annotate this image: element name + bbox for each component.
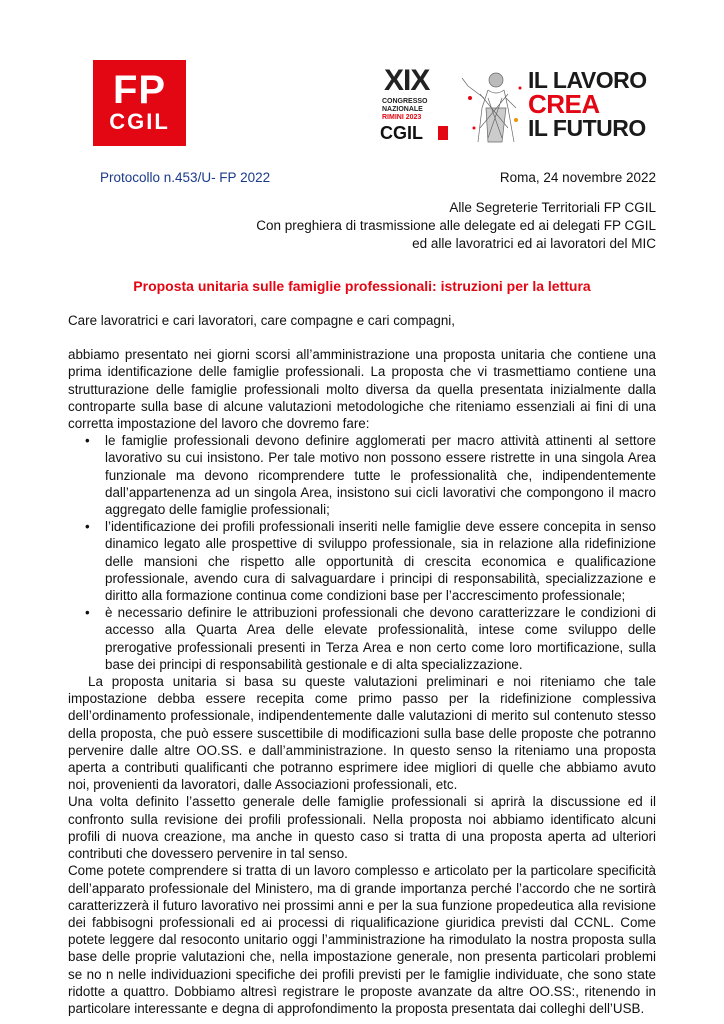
list-item [85,604,656,673]
congress-line-2: NAZIONALE [382,106,423,113]
list-item [85,432,656,518]
congress-cgil: CGIL [380,123,423,143]
recipient-line: Con preghiera di trasmissione alle delegate ed ai delegati FP CGIL [256,218,656,233]
letter-date: Roma, 24 novembre 2022 [499,170,656,185]
fp-cgil-logo [93,60,186,146]
red-square-icon [438,126,448,140]
congress-roman-numeral: XIX [384,64,430,97]
slogan-line-2: CREA [528,89,600,119]
list-item-text: le famiglie professionali devono definire agglomerati per macro attività attinenti al settore lavorativo su cui insistono. Per tale motivo non possono essere ristrette in una singola Area funzionale ma devono ricomprendere tutte le professionalità che, indipendentemente dall’appartenenza ad un singola Area, insistono sui cicli lavorativi che compongono il macro aggregato delle famiglie professionali; [105,433,656,518]
recipient-line: Alle Segreterie Territoriali FP CGIL [449,200,656,215]
list-item-text: l’identificazione dei profili professionali inseriti nelle famiglie deve essere concepita in senso dinamico legato alle prospettive di sviluppo professionale, sia in relazione alla ridefinizione delle mansioni che rispetto alle opportunità di crescita economica e qualificazione professionale, avendo cura di salvaguardare i principi di responsabilità, specializzazione e diritto alla formazione continua come condizioni base per l’accrescimento professionale; [105,519,656,604]
list-item [85,518,656,604]
paragraph: Come potete comprendere si tratta di un lavoro complesso e articolato per la particolare specificità dell’apparato professionale del Ministero, ma di grande importanza perché l’accordo che ne sortirà caratterizzerà il futuro lavorativo nei prossimi anni e per la sua funzione propedeutica alla revisione dei fabbisogni professionali ed ai processi di riqualificazione giuridica previsti dal CCNL. Come potete leggere dal resoconto unitario oggi l’amministrazione ha rimodulato la nostra proposta sulla base delle proprie valutazioni che, nella impostazione generale, non presenta particolari problemi se no n nelle individuazioni specifiche dei profili previsti per le famiglie individuate, che sono state ridotte a quattro. Dobbiamo altresì registrare le proposte avanzate da altre OO.SS:, ritenendo in particolare interessante e degna di approfondimento la proposta presentata dai colleghi dell’USB. [68,863,656,1016]
letter-body [68,312,656,1017]
intro-paragraph: abbiamo presentato nei giorni scorsi all’amministrazione una proposta unitaria che contiene una prima identificazione delle famiglie professionali. La proposta che vi trasmettiamo contiene una strutturazione delle famiglie professionali molto diversa da quella presentata inizialmente dalla controparte sulla base di alcune valutazioni metodologiche che riteniamo essenziali ai fini di una corretta impostazione del lavoro che dovremo fare: [68,347,656,432]
logo-fp-text: FP [112,68,167,112]
protocol-number: Protocollo n.453/U- FP 2022 [100,170,271,185]
statue-figure-icon [458,68,528,144]
list-item-text: è necessario definire le attribuzioni professionali che devono caratterizzare le condizioni di accesso alla Quarta Area delle elevate professionalità, intese come sviluppo delle prerogative professionali presenti in Terza Area e non certo come loro mortificazione, sulla base dei principi di responsabilità gestionale e di alta specializzazione. [105,605,656,672]
congress-logo [376,66,646,146]
bullet-list [68,432,656,673]
congress-line-3: RIMINI 2023 [382,114,422,121]
congress-slogan [528,68,648,140]
bullet-icon: • [85,605,90,621]
logo-cgil-text: CGIL [109,109,170,134]
document-title: Proposta unitaria sulle famiglie professionali: istruzioni per la lettura [133,278,591,294]
slogan-line-3: IL FUTURO [528,115,646,141]
recipients [256,199,656,253]
paragraph: La proposta unitaria si basa su queste valutazioni preliminari e noi riteniamo che tale impostazione debba essere recepita come primo passo per la ridefinizione complessiva dell’ordinamento professionale, indipendentemente dalle valutazioni di merito sul contenuto stesso della proposta, che può essere suscettibile di modificazioni sulla base delle proposte che potranno pervenire dalle altre OO.SS. e dall’amministrazione. In questo senso la riteniamo una proposta aperta a contributi qualificanti che potranno esprimere idee migliori di quelle che abbiamo avuto noi, provenienti da lavoratori, dalle Associazioni professionali, etc. [68,674,656,793]
paragraph: Una volta definito l’assetto generale delle famiglie professionali si aprirà la discussione ed il confronto sulla revisione dei profili professionali. Nella proposta noi abbiamo identificato alcuni profili di nuova creazione, ma anche in questo caso si tratta di una proposta aperta ad ulteriori contributi che dovessero pervenire in tal senso. [68,794,656,862]
congress-line-1: CONGRESSO [382,98,428,105]
recipient-line: ed alle lavoratrici ed ai lavoratori del MIC [412,236,656,251]
slogan-line-1: IL LAVORO [528,67,647,93]
greeting: Care lavoratrici e cari lavoratori, care compagne e cari compagni, [68,313,456,328]
bullet-icon: • [85,433,90,449]
bullet-icon: • [85,519,90,535]
